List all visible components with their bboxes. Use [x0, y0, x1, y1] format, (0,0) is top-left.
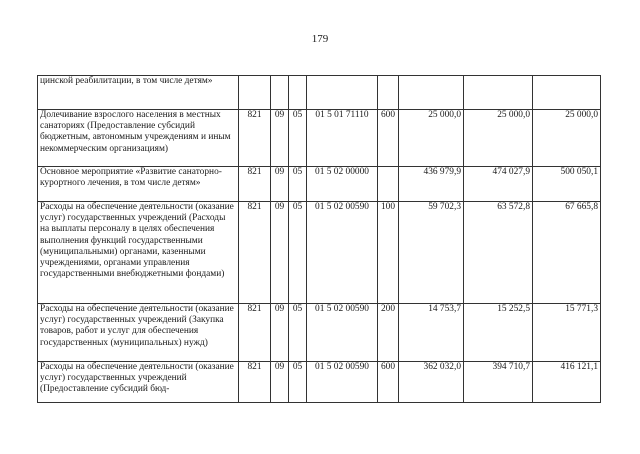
cell-admin-code: 821 [239, 110, 271, 167]
cell-amount-year-2: 63 572,8 [464, 202, 533, 304]
cell-target-article: 01 5 02 00590 [307, 304, 378, 362]
cell-amount-year-1: 59 702,3 [399, 202, 464, 304]
cell-expense-type: 600 [378, 110, 399, 167]
cell-target-article: 01 5 02 00590 [307, 362, 378, 403]
cell-admin-code: 821 [239, 304, 271, 362]
cell-admin-code: 821 [239, 167, 271, 202]
page-number: 179 [311, 33, 329, 45]
table-row [38, 76, 601, 110]
table-row [38, 362, 601, 403]
cell-name: цинской реабилитации, в том числе детям» [38, 76, 239, 110]
cell-expense-type [378, 76, 399, 110]
cell-amount-year-1: 436 979,9 [399, 167, 464, 202]
cell-amount-year-1: 362 032,0 [399, 362, 464, 403]
table-row [38, 304, 601, 362]
cell-name: Основное мероприятие «Развитие санаторно-курортного лечения, в том числе детям» [38, 167, 239, 202]
cell-amount-year-2 [464, 76, 533, 110]
cell-amount-year-3: 67 665,8 [533, 202, 601, 304]
cell-section: 09 [271, 167, 289, 202]
cell-amount-year-2: 474 027,9 [464, 167, 533, 202]
cell-subsection: 05 [289, 304, 307, 362]
cell-section: 09 [271, 202, 289, 304]
cell-amount-year-3 [533, 76, 601, 110]
cell-section [271, 76, 289, 110]
cell-amount-year-1: 25 000,0 [399, 110, 464, 167]
cell-expense-type [378, 167, 399, 202]
cell-subsection [289, 76, 307, 110]
cell-amount-year-3: 500 050,1 [533, 167, 601, 202]
cell-section: 09 [271, 362, 289, 403]
cell-target-article [307, 76, 378, 110]
cell-admin-code [239, 76, 271, 110]
cell-amount-year-2: 25 000,0 [464, 110, 533, 167]
cell-name: Расходы на обеспечение деятельности (оказание услуг) государственных учреждений (Расходы на выплаты персоналу в целях обеспечения выполнения функций государственными (муниципальными) органами, казенными учреждениями, органами управления государственными внебюджетными фондами) [38, 202, 239, 304]
cell-amount-year-3: 25 000,0 [533, 110, 601, 167]
cell-name: Расходы на обеспечение деятельности (оказание услуг) государственных учреждений (Предоставление субсидий бюд- [38, 362, 239, 403]
table-row [38, 167, 601, 202]
cell-name: Расходы на обеспечение деятельности (оказание услуг) государственных учреждений (Закупка товаров, работ и услуг для обеспечения государственных (муниципальных) нужд) [38, 304, 239, 362]
table-row [38, 202, 601, 304]
cell-amount-year-3: 15 771,3 [533, 304, 601, 362]
cell-section: 09 [271, 304, 289, 362]
cell-amount-year-3: 416 121,1 [533, 362, 601, 403]
cell-admin-code: 821 [239, 202, 271, 304]
cell-section: 09 [271, 110, 289, 167]
cell-subsection: 05 [289, 167, 307, 202]
cell-subsection: 05 [289, 362, 307, 403]
cell-amount-year-2: 15 252,5 [464, 304, 533, 362]
cell-amount-year-1 [399, 76, 464, 110]
cell-name: Долечивание взрослого населения в местных санаториях (Предоставление субсидий бюджетным, автономным учреждениям и иным некоммерческим организациям) [38, 110, 239, 167]
cell-expense-type: 600 [378, 362, 399, 403]
cell-amount-year-1: 14 753,7 [399, 304, 464, 362]
budget-table [37, 75, 601, 403]
table-row [38, 110, 601, 167]
cell-subsection: 05 [289, 110, 307, 167]
cell-expense-type: 100 [378, 202, 399, 304]
cell-target-article: 01 5 02 00000 [307, 167, 378, 202]
cell-expense-type: 200 [378, 304, 399, 362]
cell-subsection: 05 [289, 202, 307, 304]
cell-amount-year-2: 394 710,7 [464, 362, 533, 403]
cell-target-article: 01 5 02 00590 [307, 202, 378, 304]
cell-target-article: 01 5 01 71110 [307, 110, 378, 167]
cell-admin-code: 821 [239, 362, 271, 403]
